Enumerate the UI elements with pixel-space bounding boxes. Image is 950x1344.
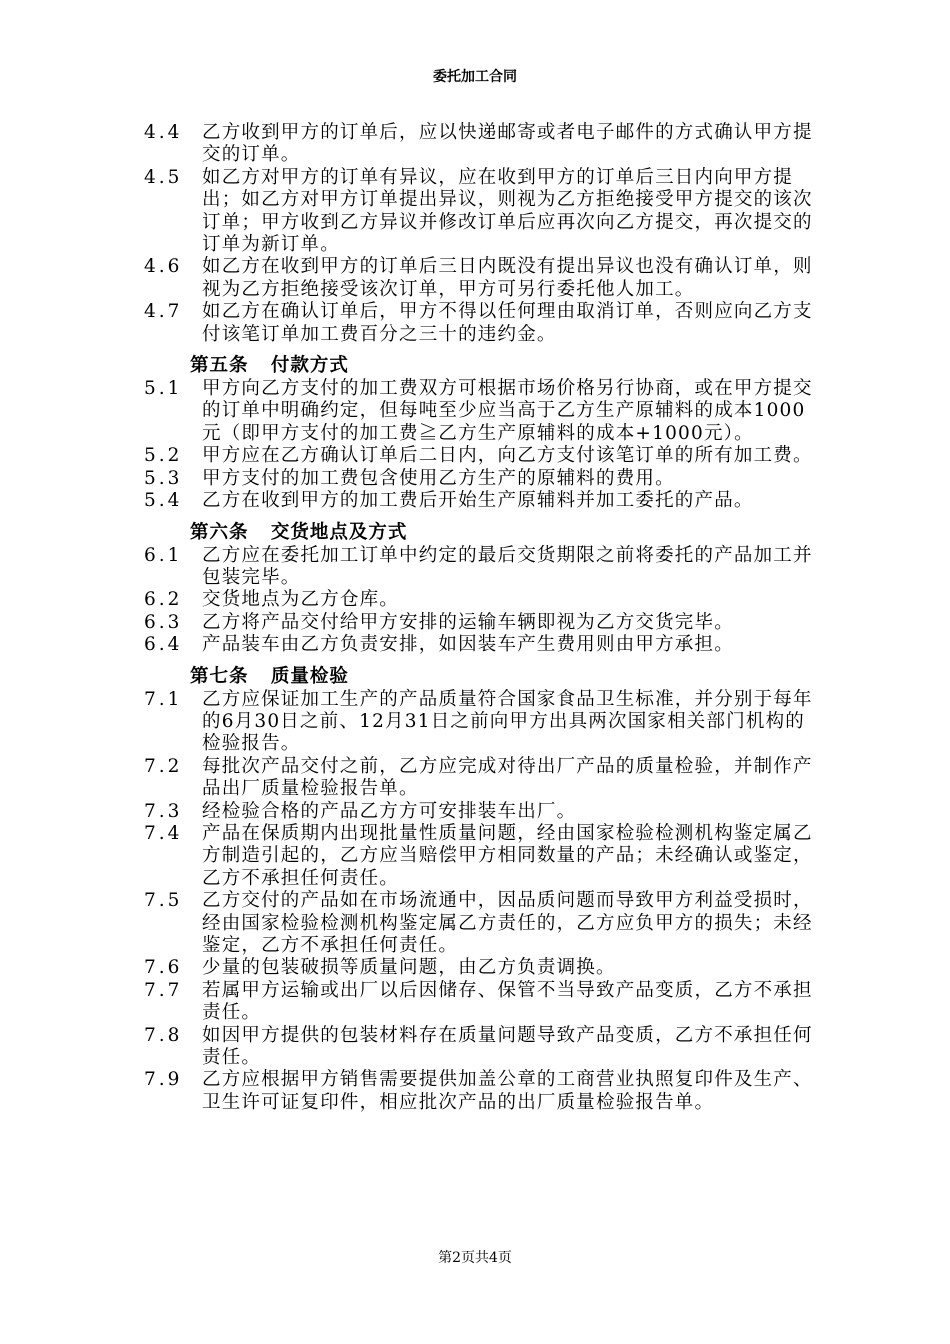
clause-item [144,689,814,756]
clause-number: 6.4 [144,634,183,656]
clause-text: 乙方收到甲方的订单后，应以快递邮寄或者电子邮件的方式确认甲方提交的订单。 [202,122,813,166]
clause-text: 乙方应保证加工生产的产品质量符合国家食品卫生标准，并分别于每年的6月30日之前、12月31日之前向甲方出具两次国家相关部门机构的检验报告。 [202,688,813,755]
clause-number: 6.1 [144,544,183,566]
clause-number: 5.1 [144,378,183,400]
clause-text: 乙方将产品交付给甲方安排的运输车辆即视为乙方交货完毕。 [202,611,734,633]
clause-number: 5.4 [144,490,183,512]
clause-text: 甲方应在乙方确认订单后二日内，向乙方支付该笔订单的所有加工费。 [202,445,813,467]
clause-item [144,980,814,1025]
clause-item [144,1069,814,1114]
section-heading: 第七条 质量检验 [190,665,349,687]
clause-item [144,468,814,490]
clause-number: 4.7 [144,301,183,323]
clause-number: 7.2 [144,755,183,777]
clause-text: 乙方交付的产品如在市场流通中，因品质问题而导致甲方利益受损时，经由国家检验检测机构鉴定属乙方责任的，乙方应负甲方的损失；未经鉴定，乙方不承担任何责任。 [202,890,813,956]
clause-text: 产品在保质期内出现批量性质量问题，经由国家检验检测机构鉴定属乙方制造引起的，乙方应当赔偿甲方相同数量的产品；未经确认或鉴定，乙方不承担任何责任。 [202,822,813,889]
contract-body [144,122,814,1114]
clause-number: 7.8 [144,1024,183,1046]
clause-text: 产品装车由乙方负责安排，如因装车产生费用则由甲方承担。 [202,634,734,656]
clause-item [144,167,814,257]
page-number: 第2页共4页 [438,1250,512,1266]
clause-number: 5.2 [144,445,183,467]
section-heading: 第五条 付款方式 [190,355,349,377]
clause-text: 甲方向乙方支付的加工费双方可根据市场价格另行协商，或在甲方提交的订单中明确约定，但每吨至少应当高于乙方生产原辅料的成本1000元（即甲方支付的加工费≧乙方生产原辅料的成本+1000元）。 [202,378,813,444]
clause-number: 7.3 [144,800,183,822]
clause-item [144,890,814,957]
clause-text: 如乙方对甲方的订单有异议，应在收到甲方的订单后三日内向甲方提出；如乙方对甲方订单提出异议，则视为乙方拒绝接受甲方提交的该次订单；甲方收到乙方异议并修改订单后应再次向乙方提交，再次提交的订单为新订单。 [202,166,813,256]
clause-text: 乙方在收到甲方的加工费后开始生产原辅料并加工委托的产品。 [202,490,754,512]
clause-item [144,801,814,823]
clause-item [144,445,814,467]
clause-item [144,256,814,301]
clause-text: 乙方应根据甲方销售需要提供加盖公章的工商营业执照复印件及生产、卫生许可证复印件，相应批次产品的出厂质量检验报告单。 [202,1069,813,1113]
clause-text: 若属甲方运输或出厂以后因储存、保管不当导致产品变质，乙方不承担责任。 [202,979,813,1024]
clause-number: 6.2 [144,589,183,611]
clause-item [144,957,814,979]
clause-item [144,589,814,611]
clause-number: 4.5 [144,166,183,188]
clause-text: 乙方应在委托加工订单中约定的最后交货期限之前将委托的产品加工并包装完毕。 [202,544,813,588]
clause-text: 如因甲方提供的包装材料存在质量问题导致产品变质，乙方不承担任何责任。 [202,1024,813,1069]
section-heading: 第六条 交货地点及方式 [190,521,408,543]
clause-number: 6.3 [144,611,183,633]
clause-item [144,301,814,346]
clause-item [144,823,814,890]
clause-number: 7.7 [144,979,183,1001]
clause-number: 7.9 [144,1069,183,1091]
clause-text: 每批次产品交付之前，乙方应完成对待出厂产品的质量检验，并制作产品出厂质量检验报告单。 [202,755,813,800]
clause-item [144,378,814,445]
clause-item [144,122,814,167]
clause-item [144,1025,814,1070]
clause-text: 如乙方在确认订单后，甲方不得以任何理由取消订单，否则应向乙方支付该笔订单加工费百分之三十的违约金。 [202,301,813,345]
clause-text: 经检验合格的产品乙方方可安排装车出厂。 [202,800,577,822]
clause-number: 4.4 [144,122,183,143]
clause-text: 少量的包装破损等质量问题，由乙方负责调换。 [202,957,616,979]
clause-item [144,756,814,801]
clause-text: 交货地点为乙方仓库。 [202,589,400,611]
clause-item [144,634,814,656]
clause-text: 如乙方在收到甲方的订单后三日内既没有提出异议也没有确认订单，则视为乙方拒绝接受该次订单，甲方可另行委托他人加工。 [202,256,813,300]
clause-item [144,490,814,512]
document-header-title: 委托加工合同 [433,69,517,85]
clause-text: 甲方支付的加工费包含使用乙方生产的原辅料的费用。 [202,467,675,489]
clause-number: 7.1 [144,688,183,710]
clause-item [144,545,814,590]
clause-item [144,612,814,634]
clause-number: 7.4 [144,822,183,844]
clause-number: 7.5 [144,890,183,912]
clause-number: 7.6 [144,957,183,979]
clause-number: 5.3 [144,467,183,489]
clause-number: 4.6 [144,256,183,278]
